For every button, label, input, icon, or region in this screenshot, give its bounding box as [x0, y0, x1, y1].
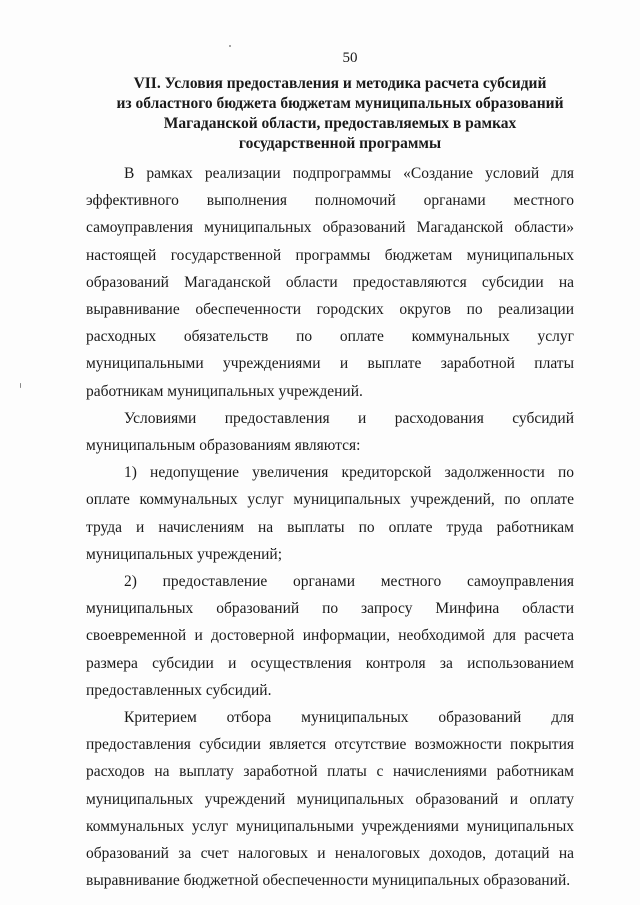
- scan-speck: [20, 383, 21, 388]
- paragraph-condition-1: 1) недопущение увеличения кредиторской задолженности по оплате коммунальных услуг муниципальных учреждений, по оплате труда и начислениям на выплаты по оплате труда работникам муниципальных учреждений;: [86, 464, 574, 563]
- section-heading-line: Магаданской области, предоставляемых в рамках: [163, 115, 517, 132]
- paragraph-selection-criterion: Критерием отбора муниципальных образований для предоставления субсидии является отсутствие возможности покрытия расходов на выплату заработной платы с начислениями работникам муниципальных учреждений муниципальных образований и оплату коммунальных услуг муниципальными учреждениями муниципальных образований за счет налоговых и неналоговых доходов, дотаций на выравнивание бюджетной обеспеченности муниципальных образований.: [86, 709, 574, 890]
- section-heading-line: государственной программы: [238, 135, 442, 152]
- section-heading-line: из областного бюджета бюджетам муниципальных образований: [116, 95, 564, 112]
- paragraph-subsidies-intro: В рамках реализации подпрограммы «Создание условий для эффективного выполнения полномочий органами местного самоуправления муниципальных образований Магаданской области» настоящей государственной программы бюджетам муниципальных образований Магаданской области предоставляются субсидии на выравнивание обеспеченности городских округов по реализации расходных обязательств по оплате коммунальных услуг муниципальными учреждениями и выплате заработной платы работникам муниципальных учреждений.: [86, 165, 574, 400]
- document-body: [86, 160, 574, 894]
- page-number: 50: [342, 50, 358, 66]
- paragraph-condition-2: 2) предоставление органами местного самоуправления муниципальных образований по запросу Минфина области своевременной и достоверной информации, необходимой для расчета размера субсидии и осуществления контроля за использованием предоставленных субсидий.: [86, 573, 574, 699]
- section-heading: [90, 74, 590, 154]
- paragraph-conditions-intro: Условиями предоставления и расходования субсидий муниципальным образованиям являются:: [86, 409, 574, 455]
- section-heading-line: VII. Условия предоставления и методика расчета субсидий: [133, 75, 547, 92]
- scan-speck: [229, 45, 231, 47]
